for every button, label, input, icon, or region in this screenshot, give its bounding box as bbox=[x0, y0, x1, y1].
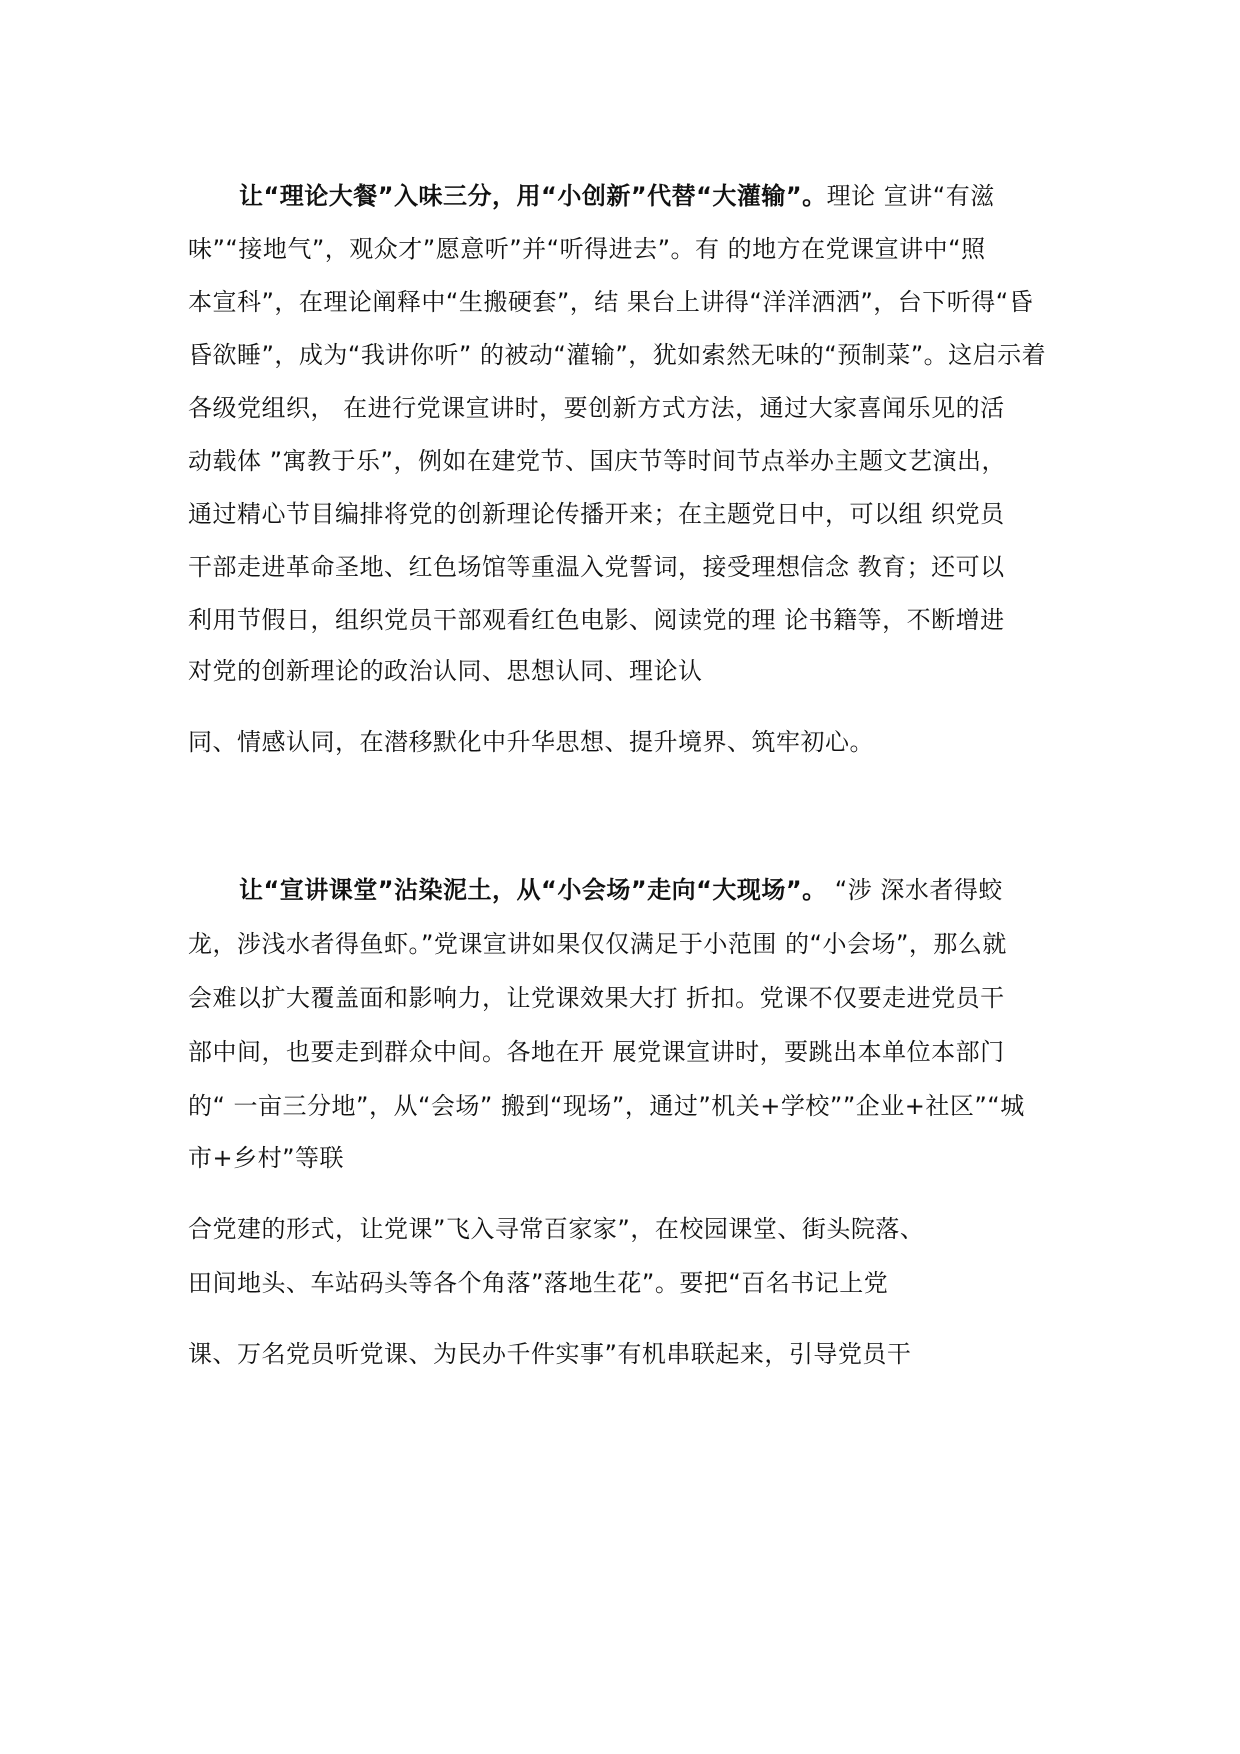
paragraph-line: 对党的创新理论的政治认同、思想认同、理论认 bbox=[188, 657, 703, 685]
paragraph-line: 各级党组织， 在进行党课宣讲时，要创新方式方法，通过大家喜闻乐见的活 bbox=[188, 394, 1005, 422]
section-heading: 让“理论大餐”入味三分，用“小创新”代替“大灌输”。 bbox=[239, 182, 827, 210]
section-heading: 让“宣讲课堂”沾染泥土，从“小会场”走向“大现场”。 bbox=[239, 876, 827, 904]
paragraph-text: “涉 深水者得蛟 bbox=[826, 876, 1003, 904]
paragraph-line: 的“ 一亩三分地”，从“会场” 搬到“现场”，通过”机关+学校””企业+社区”“城 bbox=[188, 1092, 1025, 1120]
paragraph-line: 合党建的形式，让党课”飞入寻常百家家”，在校园课堂、街头院落、 bbox=[188, 1215, 925, 1243]
paragraph-line: 课、万名党员听党课、为民办千件实事”有机串联起来，引导党员干 bbox=[188, 1340, 912, 1368]
paragraph-line: 会难以扩大覆盖面和影响力，让党课效果大打 折扣。党课不仅要走进党员干 bbox=[188, 984, 1005, 1012]
paragraph-text: 理论 宣讲“有滋 bbox=[826, 182, 995, 210]
paragraph-line: 昏欲睡”，成为“我讲你听” 的被动“灌输”，犹如索然无味的“预制菜”。这启示着 bbox=[188, 341, 1047, 369]
paragraph-line bbox=[239, 874, 1139, 906]
paragraph-line: 味”“接地气”，观众才”愿意听”并“听得进去”。有 的地方在党课宣讲中“照 bbox=[188, 235, 986, 263]
paragraph-line: 本宣科”，在理论阐释中“生搬硬套”，结 果台上讲得“洋洋洒洒”，台下听得“昏 bbox=[188, 288, 1034, 316]
paragraph-line: 利用节假日，组织党员干部观看红色电影、阅读党的理 论书籍等，不断增进 bbox=[188, 606, 1005, 634]
paragraph-line: 通过精心节目编排将党的创新理论传播开来；在主题党日中，可以组 织党员 bbox=[188, 500, 1005, 528]
paragraph-line: 田间地头、车站码头等各个角落”落地生花”。要把“百名书记上党 bbox=[188, 1269, 889, 1297]
paragraph-line: 同、情感认同，在潜移默化中升华思想、提升境界、筑牢初心。 bbox=[188, 728, 874, 756]
paragraph-line bbox=[239, 180, 1139, 212]
paragraph-line: 龙，涉浅水者得鱼虾。”党课宣讲如果仅仅满足于小范围 的“小会场”，那么就 bbox=[188, 930, 1007, 958]
paragraph-line: 市+乡村”等联 bbox=[188, 1144, 345, 1172]
paragraph-line: 干部走进革命圣地、红色场馆等重温入党誓词，接受理想信念 教育；还可以 bbox=[188, 553, 1005, 581]
paragraph-line: 动载体 ”寓教于乐”，例如在建党节、国庆节等时间节点举办主题文艺演出， bbox=[188, 447, 1006, 475]
paragraph-line: 部中间，也要走到群众中间。各地在开 展党课宣讲时，要跳出本单位本部门 bbox=[188, 1038, 1005, 1066]
